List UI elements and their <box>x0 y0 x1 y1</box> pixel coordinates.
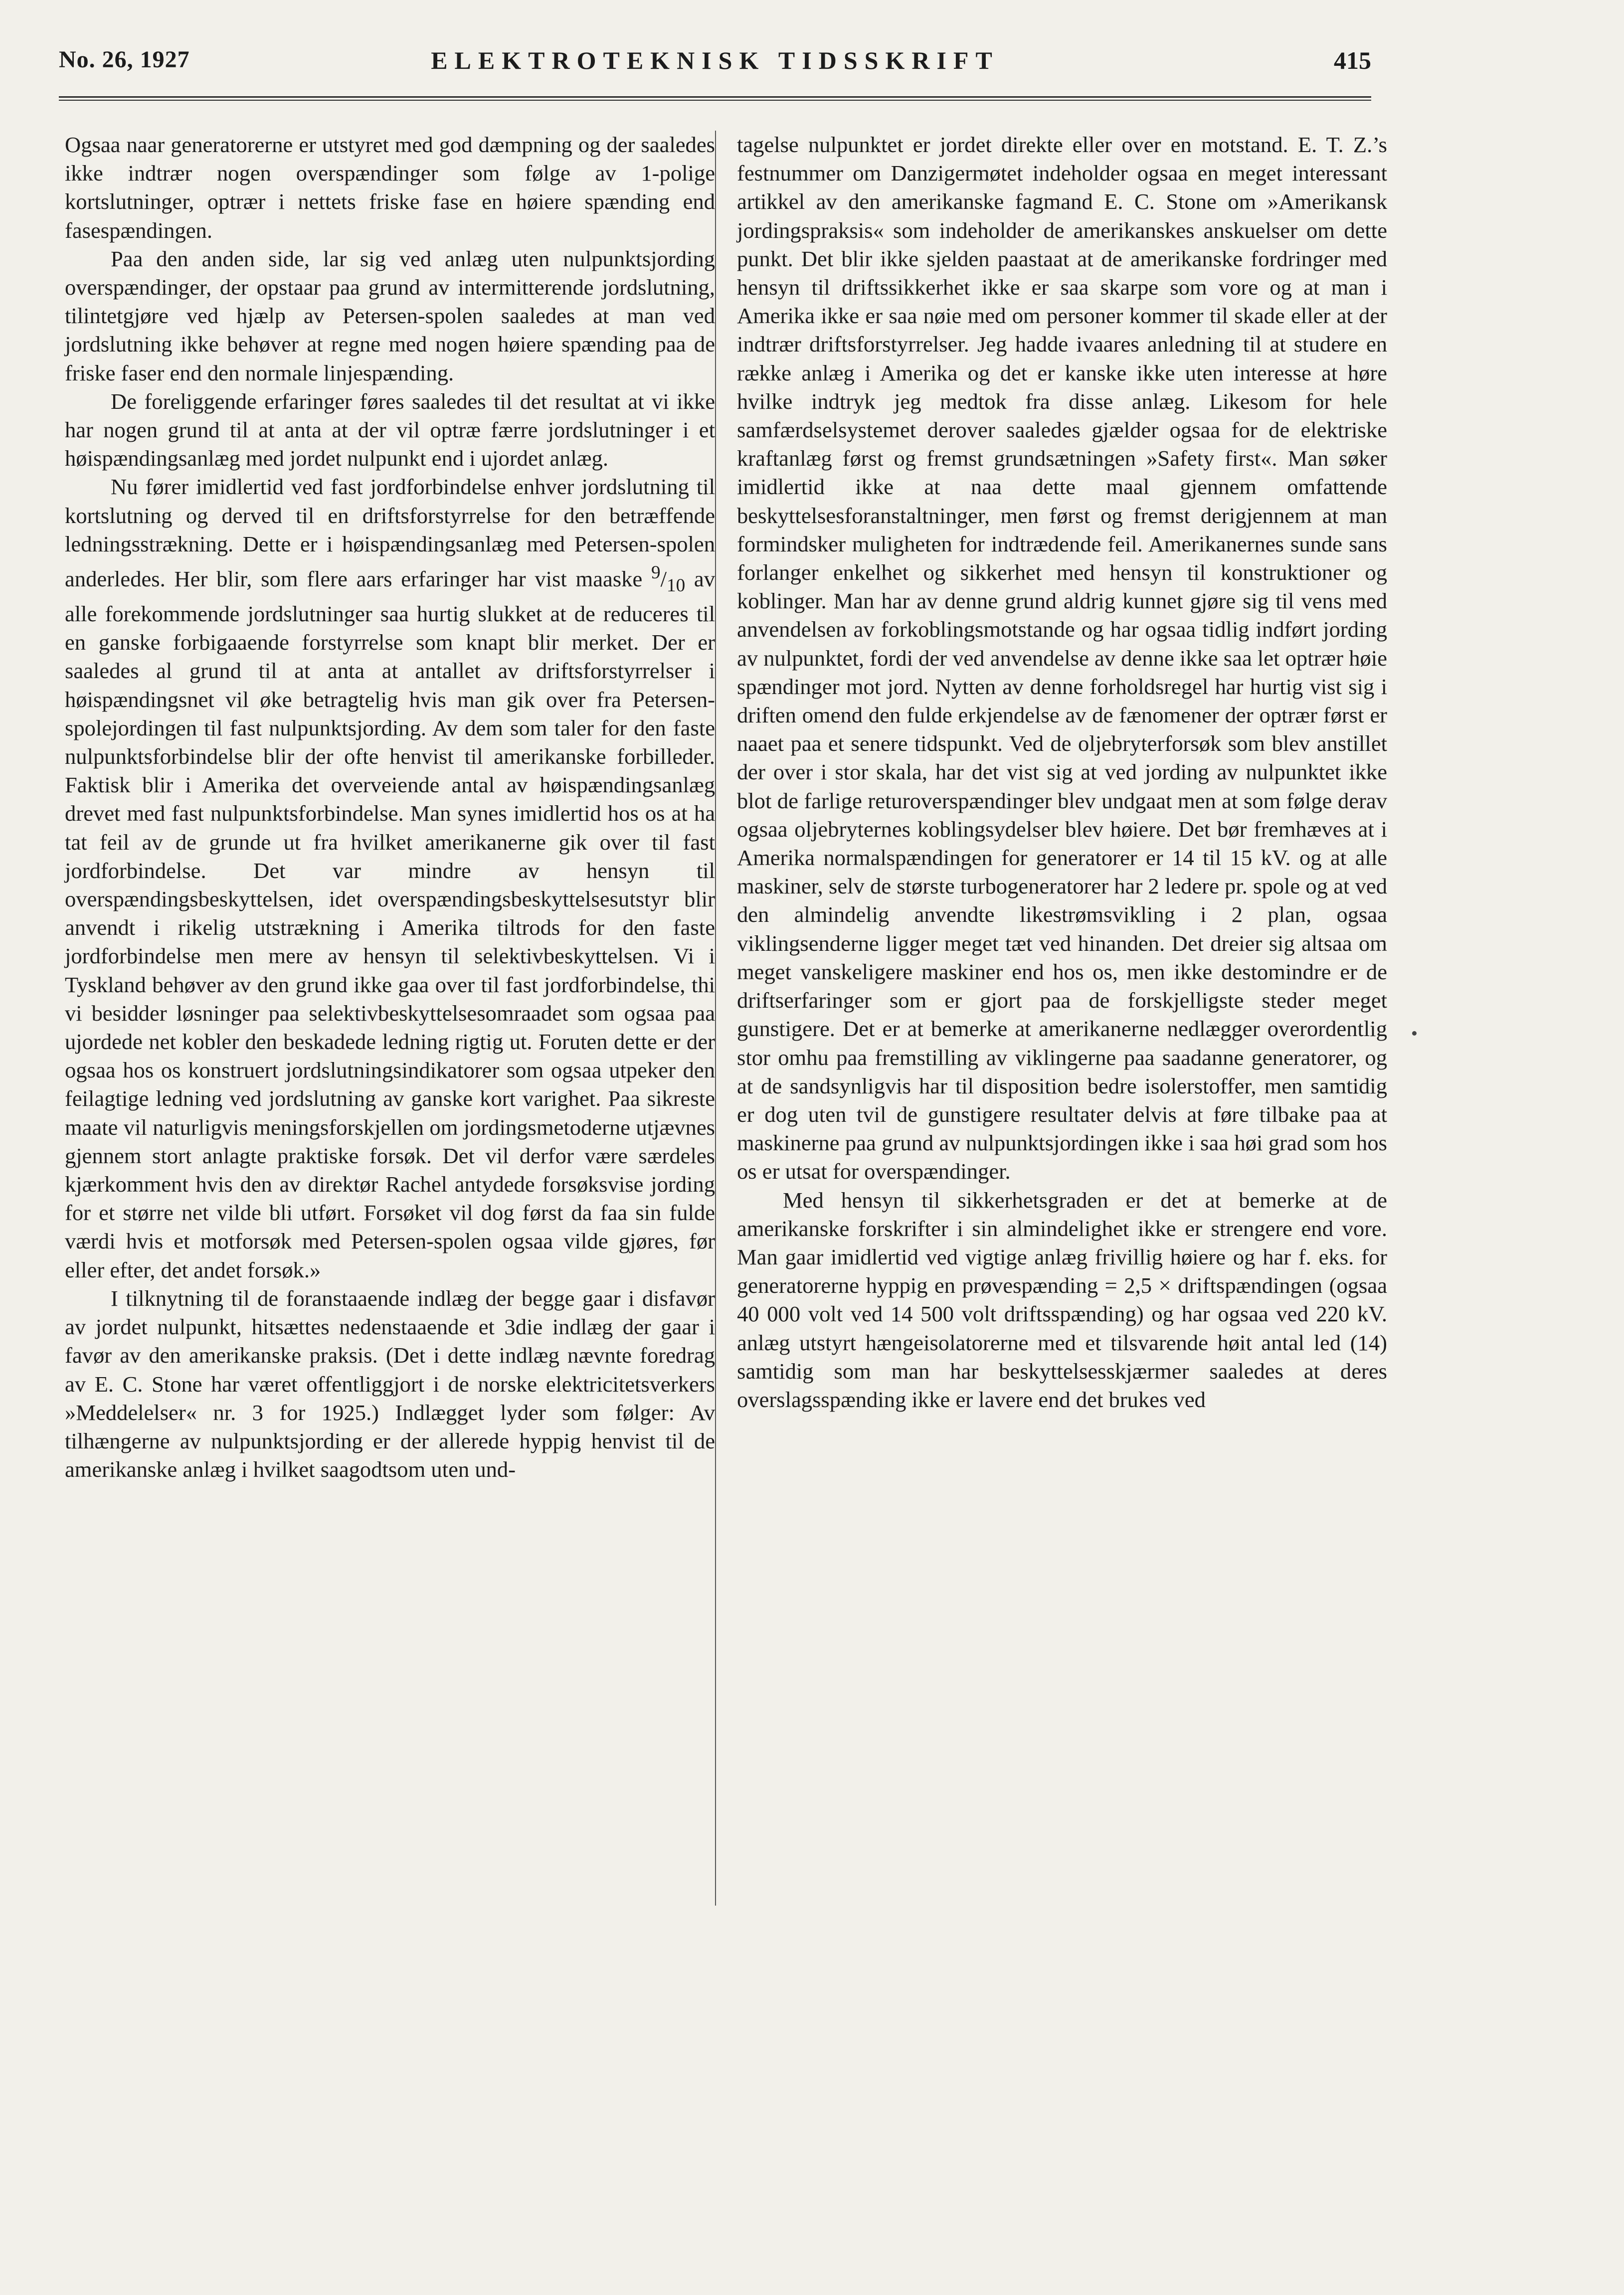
column-divider <box>715 131 716 1906</box>
paragraph: Med hensyn til sikkerhetsgraden er det at bemerke at de amerikanske forskrifter i sin almindelighet ikke er strengere end vore. Man gaar imidlertid ved vigtige anlæg frivillig høiere og har f. eks. for generatorerne hyppig en prøvespænding = 2,5 × driftspændingen (ogsaa 40 000 volt ved 14 500 volt driftsspænding) og har ogsaa ved 220 kV. anlæg utstyrt hængeisolatorerne med et tilsvarende høit antal led (14) samtidig som man har beskyttelsesskjærmer saaledes at deres overslagsspænding ikke er lavere end det brukes ved <box>737 1187 1387 1412</box>
paragraph-text: Nu fører imidlertid ved fast jordforbindelse enhver jordslutning til kortslutning og derved til en driftsforstyrrelse for den betræffende ledningsstrækning. Dette er i høispændingsanlæg med Petersen-spolen anderledes. Her blir, som flere aars erfaringer har vist maaske <box>65 474 715 591</box>
paragraph: Paa den anden side, lar sig ved anlæg uten nulpunktsjording overspændinger, der opstaar paa grund av intermitterende jordslutning, tilintetgjøre ved hjælp av Petersen-spolen saaledes at man ved jordslutning ikke behøver at regne med nogen høiere spænding paa de friske faser end den normale linjespænding. <box>65 246 715 385</box>
fraction-numerator: 9 <box>651 562 661 583</box>
issue-number: No. 26, 1927 <box>59 46 190 73</box>
fraction-denominator: 10 <box>667 575 686 596</box>
journal-title: ELEKTROTEKNISK TIDSSKRIFT <box>431 46 999 74</box>
page-number: 415 <box>1334 46 1371 74</box>
paragraph: Nu fører imidlertid ved fast jordforbindelse enhver jordslutning til kortslutning og derved til en driftsforstyrrelse for den betræffende ledningsstrækning. Dette er i høispændingsanlæg med Petersen-spolen anderledes. Her blir, som flere aars erfaringer har vist maaske $^9/_{10}$ av alle forekommende jordslutninger saa hurtig slukket at de reduceres til en ganske forbigaaende forstyrrelse som knapt blir merket. Der er saaledes al grund til at anta at antallet av driftsforstyrrelser i høispændingsnet vil øke betragtelig hvis man gik over fra Petersen-spolejordingen til fast nulpunktsjording. Av dem som taler for den faste nulpunktsforbindelse blir der ofte henvist til amerikanske forbilleder. Faktisk blir i Amerika det overveiende antal av høispændingsanlæg drevet med fast nulpunktsforbindelse. Man synes imidlertid hos os at ha tat feil av de grunde ut fra hvilket amerikanerne gik over til fast jordforbindelse. Det var mindre av hensyn til overspændingsbeskyttelsen, idet overspændingsbeskyttelsesutstyr blir anvendt i rikelig utstrækning i Amerika tiltrods for den faste jordforbindelse men mere av hensyn til selektivbeskyttelsen. Vi i Tyskland behøver av den grund ikke gaa over til fast jordforbindelse, thi vi besidder løsninger paa selektivbeskyttelsesomraadet som ogsaa paa ujordede net kobler den beskadede ledning rigtig ut. Foruten dette er der ogsaa hos os konstruert jordslutningsindikatorer som ogsaa utpeker den feilagtige ledning ved jordslutning av ganske kort varighet. Paa sikreste maate vil naturligvis meningsforskjellen om jordingsmetoderne utjævnes gjennem stort anlagte praktiske forsøk. Det vil derfor være særdeles kjærkomment hvis den av direktør Rachel antydede forsøksvise jording for et større net vilde bli utført. Forsøket vil dog først da faa sin fulde værdi hvis et motforsøk med Petersen-spolen ogsaa vilde gjøres, før eller efter, det andet forsøk.» <box>65 474 715 1282</box>
left-column <box>65 131 715 1484</box>
paragraph: Ogsaa naar generatorerne er utstyret med god dæmpning og der saaledes ikke indtrær nogen overspændinger som følge av 1-polige kortslutninger, optrær i nettets friske fase en høiere spænding end fasespændingen. <box>65 132 715 243</box>
right-column <box>737 131 1387 1414</box>
paragraph: I tilknytning til de foranstaaende indlæg der begge gaar i disfavør av jordet nulpunkt, hitsættes nedenstaaende et 3die indlæg der gaar i favør av den amerikanske praksis. (Det i dette indlæg nævnte foredrag av E. C. Stone har været offentliggjort i de norske elektricitetsverkers »Meddelelser« nr. 3 for 1925.) Indlægget lyder som følger: Av tilhængerne av nulpunktsjording er der allerede hyppig henvist til de amerikanske anlæg i hvilket saagodtsom uten und- <box>65 1285 715 1482</box>
paragraph: tagelse nulpunktet er jordet direkte eller over en motstand. E. T. Z.’s festnummer om Danzigermøtet indeholder ogsaa en meget interessant artikkel av den amerikanske fagmand E. C. Stone om »Amerikansk jordingspraksis« som indeholder de amerikanskes anskuelser om dette punkt. Det blir ikke sjelden paastaat at de amerikanske fordringer med hensyn til driftssikkerhet ikke er saa skarpe som vore og at man i Amerika ikke er saa nøie med om personer kommer til skade eller at der indtrær driftsforstyrrelser. Jeg hadde ivaares anledning til at studere en række anlæg i Amerika og det er kanske ikke uten interesse at høre hvilke indtryk jeg medtok fra disse anlæg. Likesom for hele samfærdselsystemet derover saaledes gjælder ogsaa for de elektriske kraftanlæg først og fremst grundsætningen »Safety first«. Man søker imidlertid ikke at naa dette maal gjennem omfattende beskyttelsesforanstaltninger, men først og fremst derigjennem at man formindsker muligheten for indtrædende feil. Amerikanernes sunde sans forlanger enkelhet og sikkerhet med hensyn til konstruktioner og koblinger. Man har av denne grund aldrig kunnet gjøre sig til vens med anvendelsen av forkoblingsmotstande og har ogsaa tidlig indført jording av nulpunktet, fordi der ved anvendelse av denne ikke saa let optrær høie spændinger mot jord. Nytten av denne forholdsregel har hurtig vist sig i driften omend den fulde erkjendelse av de fænomener der optrær først er naaet paa et senere tidspunkt. Ved de oljebryterforsøk som blev anstillet der over i stor skala, har det vist sig at ved jording av nulpunktet ikke blot de farlige returoverspændinger blev undgaat men at som følge derav ogsaa oljebryternes koblingsydelser blev høiere. Det bør fremhæves at i Amerika normalspændingen for generatorer er 14 til 15 kV. og at alle maskiner, selv de største turbogeneratorer har 2 ledere pr. spole og at ved den almindelig anvendte likestrømsvikling i 2 plan, ogsaa viklingsenderne ligger meget tæt ved hinanden. Det dreier sig altsaa om meget vanskeligere maskiner end hos os, men ikke destomindre er de driftserfaringer som er gjort paa de forskjelligste steder meget gunstigere. Det er at bemerke at amerikanerne nedlægger overordentlig stor omhu paa fremstilling av viklingerne paa saadanne generatorer, og at de sandsynligvis har til disposition bedre isolerstoffer, men samtidig er dog uten tvil de gunstigere resultater delvis at føre tilbake paa at maskinerne paa grund av nulpunktsjordingen ikke i saa høi grad som hos os er utsat for overspændinger. <box>737 132 1387 1184</box>
margin-mark <box>1412 1031 1417 1036</box>
page-header <box>59 46 1371 81</box>
paragraph-text: av alle forekommende jordslutninger saa hurtig slukket at de reduceres til en ganske forbigaaende forstyrrelse som knapt blir merket. Der er saaledes al grund til at anta at antallet av driftsforstyrrelser i høispændingsnet vil øke betragtelig hvis man gik over fra Petersen-spolejordingen til fast nulpunktsjording. Av dem som taler for den faste nulpunktsforbindelse blir der ofte henvist til amerikanske forbilleder. Faktisk blir i Amerika det overveiende antal av høispændingsanlæg drevet med fast nulpunktsforbindelse. Man synes imidlertid hos os at ha tat feil av de grunde ut fra hvilket amerikanerne gik over til fast jordforbindelse. Det var mindre av hensyn til overspændingsbeskyttelsen, idet overspændingsbeskyttelsesutstyr blir anvendt i rikelig utstrækning i Amerika tiltrods for den faste jordforbindelse men mere av hensyn til selektivbeskyttelsen. Vi i Tyskland behøver av den grund ikke gaa over til fast jordforbindelse, thi vi besidder løsninger paa selektivbeskyttelsesomraadet som ogsaa paa ujordede net kobler den beskadede ledning rigtig ut. Foruten dette er der ogsaa hos os konstruert jordslutningsindikatorer som ogsaa utpeker den feilagtige ledning ved jordslutning av ganske kort varighet. Paa sikreste maate vil naturligvis meningsforskjellen om jordingsmetoderne utjævnes gjennem stort anlagte praktiske forsøk. Det vil derfor være særdeles kjærkomment hvis den av direktør Rachel antydede forsøksvise jording for et større net vilde bli utført. Forsøket vil dog først da faa sin fulde værdi hvis et motforsøk med Petersen-spolen ogsaa vilde gjøres, før eller efter, det andet forsøk.» <box>65 566 715 1282</box>
header-rule <box>59 96 1371 101</box>
paragraph: De foreliggende erfaringer føres saaledes til det resultat at vi ikke har nogen grund til at anta at der vil optræ færre jordslutninger i et høispændingsanlæg med jordet nulpunkt end i ujordet anlæg. <box>65 388 715 471</box>
